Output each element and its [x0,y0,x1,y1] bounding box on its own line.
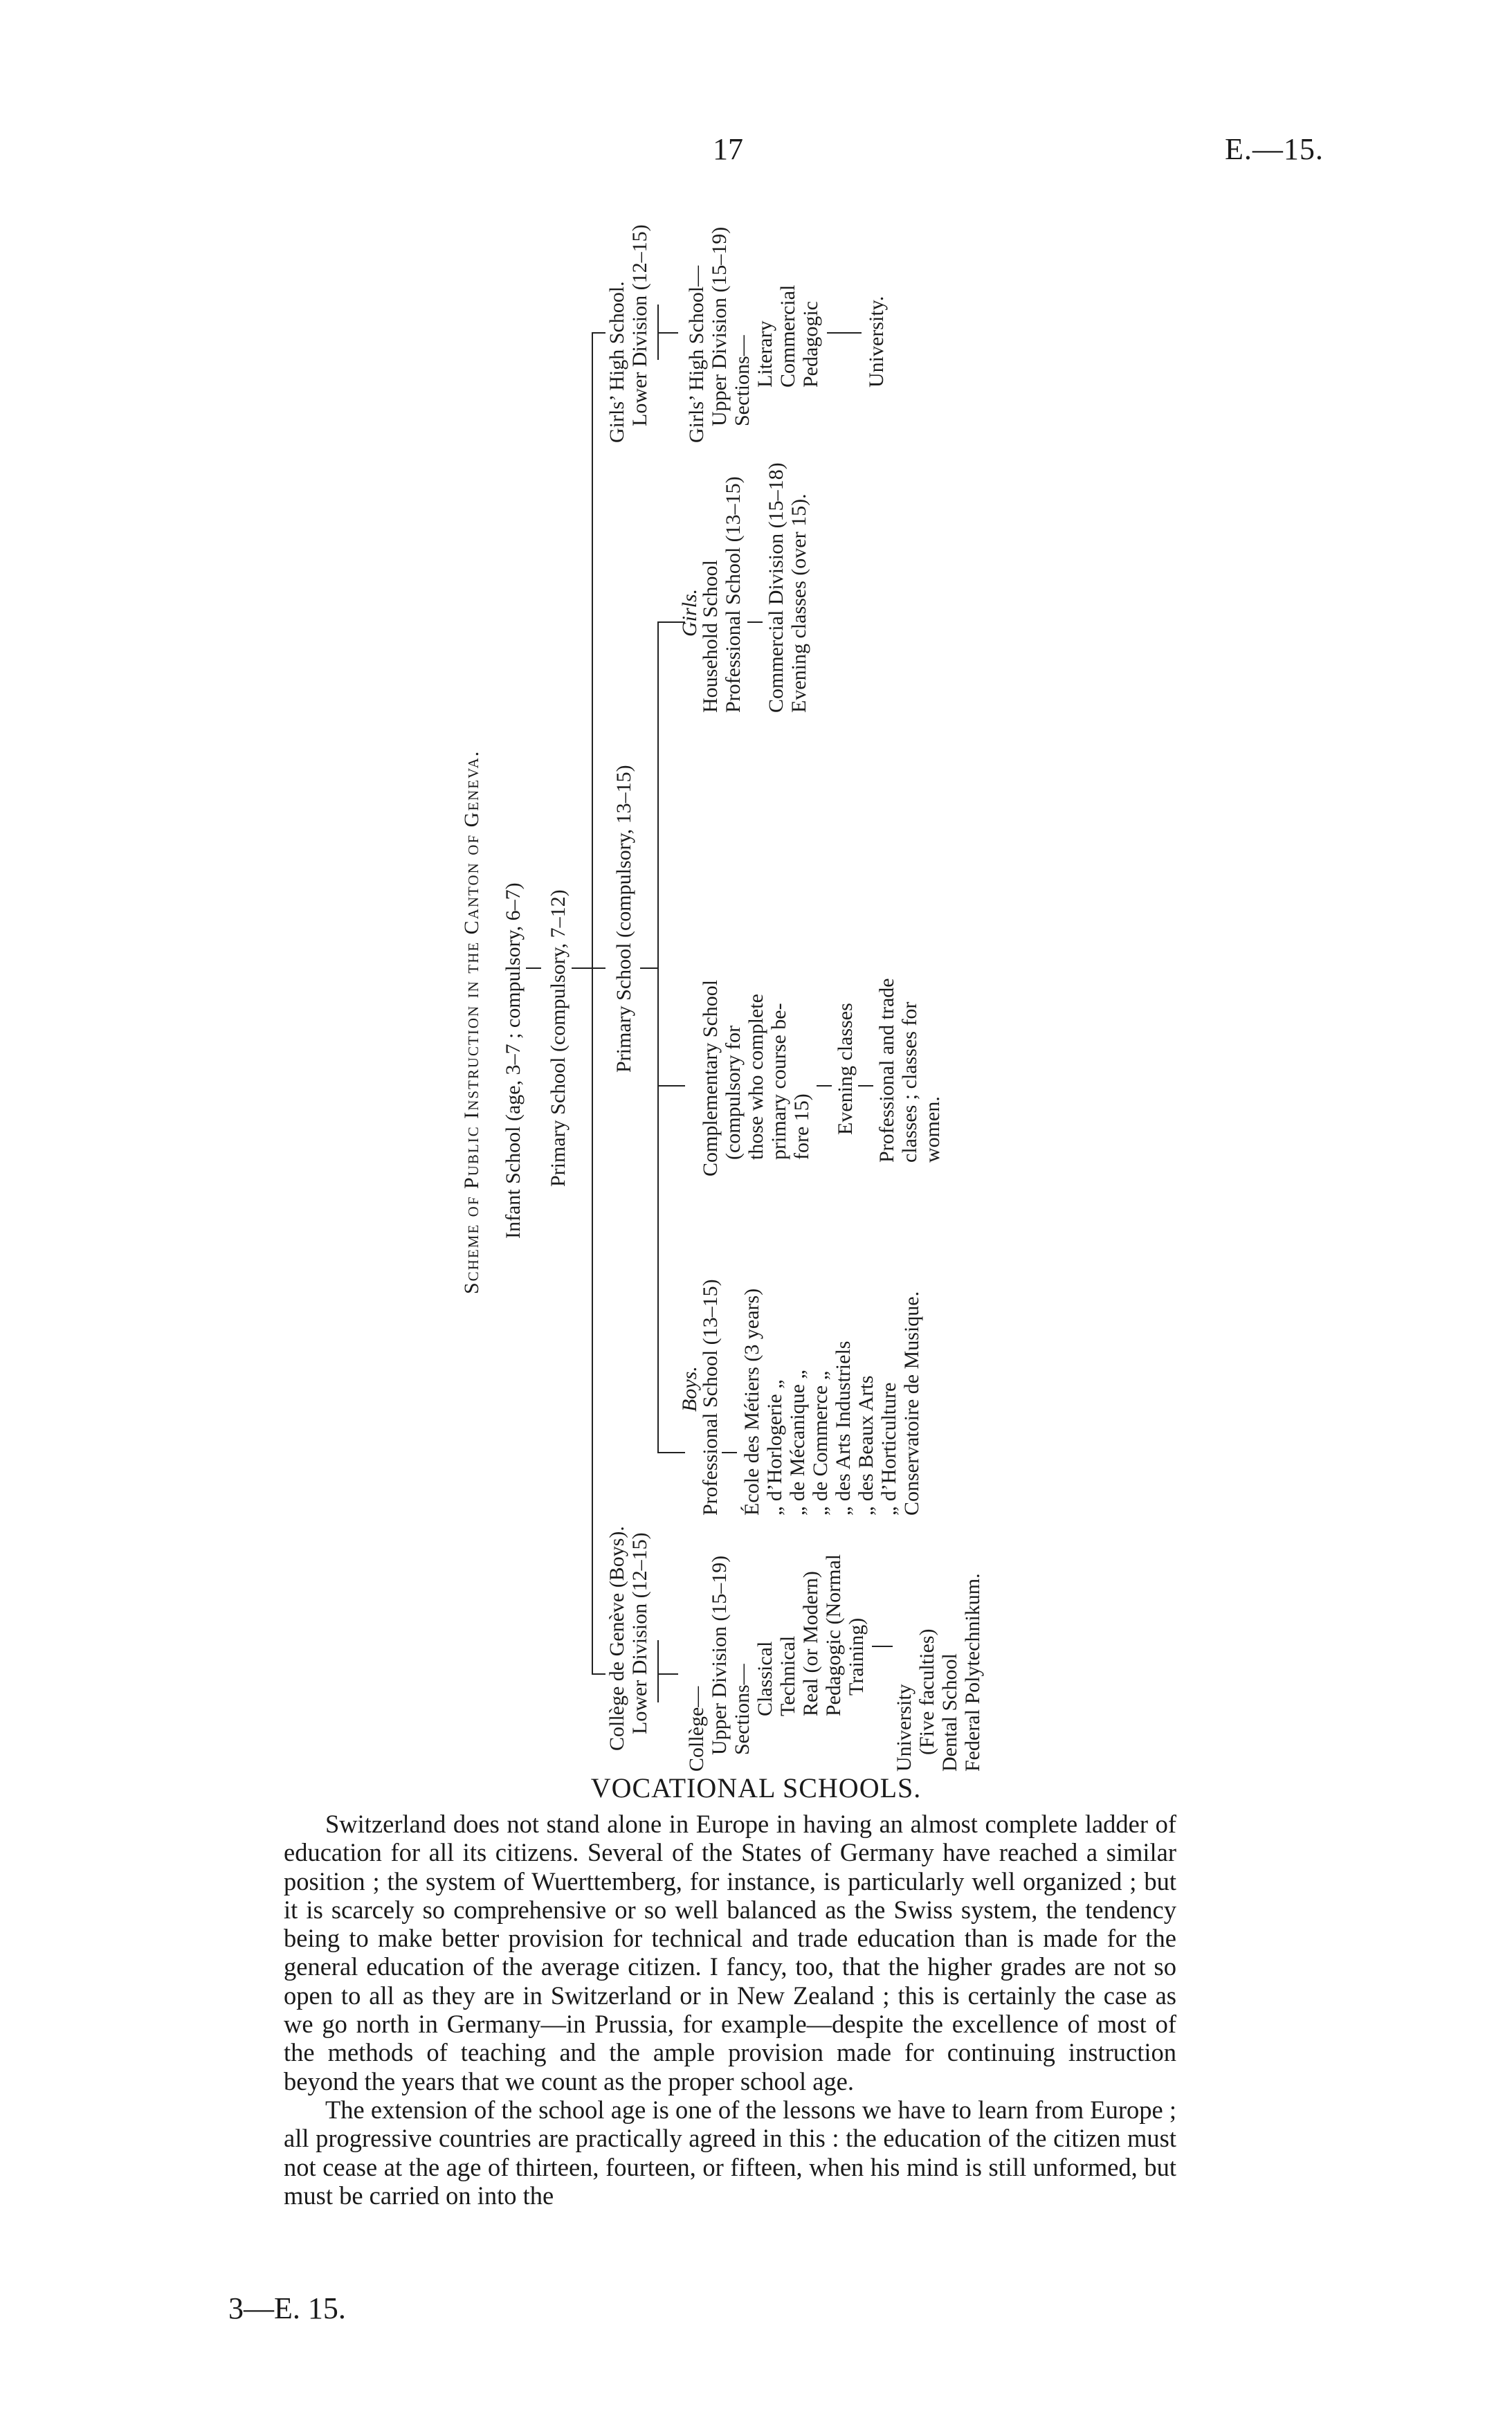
section-heading: VOCATIONAL SCHOOLS. [590,1772,922,1803]
boys-label: Boys. [678,1366,701,1412]
girls-high-school-upper: Girls’ High School— Upper Division (15–19) Sections— Literary Commercial Pedagogic [685,226,822,443]
document-reference: E.—15. [1225,132,1324,166]
connector-line [827,332,862,334]
connector-line [640,967,657,969]
connector-line [657,1085,685,1087]
evening-classes: Evening classes [834,1003,857,1135]
connector-line [592,332,605,334]
page-number: 17 [713,132,743,166]
connector-line [817,1085,832,1087]
girls-label: Girls. [678,588,701,637]
connector-line [526,967,541,969]
body-text [284,1810,1176,2210]
connector-line [592,967,605,969]
connector-line [722,1452,737,1453]
connector-line [592,1673,605,1675]
primary-school-13-15: Primary School (compulsory, 13–15) [612,765,635,1073]
ecole-des-metiers: École des Métiers (3 years) „ d’Horlogerie „ „ de Mécanique „ „ de Commerce „ „ des Arts Industriels „ des Beaux Arts „ d’Horticulture Conservatoire de Musique. [740,1288,923,1516]
boys-professional-school: Professional School (13–15) [699,1279,722,1516]
geneva-education-scheme-diagram [450,208,1253,1785]
connector-line [747,621,763,623]
connector-line [657,1640,659,1702]
primary-school-7-12: Primary School (compulsory, 7–12) [547,889,570,1187]
university-options: University (Five faculties) Dental School Federal Polytechnikum. [893,1573,984,1772]
connector-line [657,304,659,360]
college-upper-division: Collège— Upper Division (15–19) Sections— Classical Technical Real (or Modern) Pedagogic (Normal Training) [685,1554,868,1772]
connector-line [657,332,678,334]
connector-line [872,1646,893,1647]
connector-line [657,1673,678,1675]
girls-high-school-lower: Girls’ High School. Lower Division (12–15) [605,224,651,443]
professional-trade-classes: Professional and trade classes ; classes for women. [875,978,944,1163]
infant-school: Infant School (age, 3–7 ; compulsory, 6–7) [502,882,525,1239]
paragraph: The extension of the school age is one of the lessons we have to learn from Europe ; all progressive countries are practically agreed in this : the education of the citizen must not cease at the age of thirteen, fourteen, or fifteen, when his mind is still unformed, but must be carried on into the [284,2095,1176,2210]
footer-reference: 3—E. 15. [228,2291,346,2325]
scheme-title: Scheme of Public Instruction in the Canton of Geneva. [460,749,483,1294]
connector-line [657,1452,685,1453]
girls-university: University. [865,296,888,388]
branch-line [592,332,593,1675]
connector-line [858,1085,873,1087]
branch-line [657,623,659,1453]
girls-professional-block: Household School Professional School (13–15) [699,476,745,713]
complementary-school: Complementary School (compulsory for those who complete primary course be- fore 15) [699,979,813,1176]
college-lower-division: Collège de Genève (Boys). Lower Division (12–15) [605,1526,651,1751]
commercial-and-evening: Commercial Division (15–18) Evening classes (over 15). [765,462,810,713]
paragraph: Switzerland does not stand alone in Europe in having an almost complete ladder of education for all its citizens. Several of the States of Germany have reached a similar position ; the system of Wuerttemberg, for instance, is particularly well organized ; but it is scarcely so comprehensive or so well balanced as the Swiss system, the tendency being to make better provision for technical and trade education than is made for the general education of the average citizen. I fancy, too, that the higher grades are not so open to all as they are in Switzerland or in New Zealand ; this is certainly the case as we go north in Germany—in Prussia, for example—despite the excellence of most of the methods of teaching and the ample provision made for continuing instruction beyond the years that we count as the proper school age. [284,1810,1176,2096]
connector-line [572,967,592,969]
